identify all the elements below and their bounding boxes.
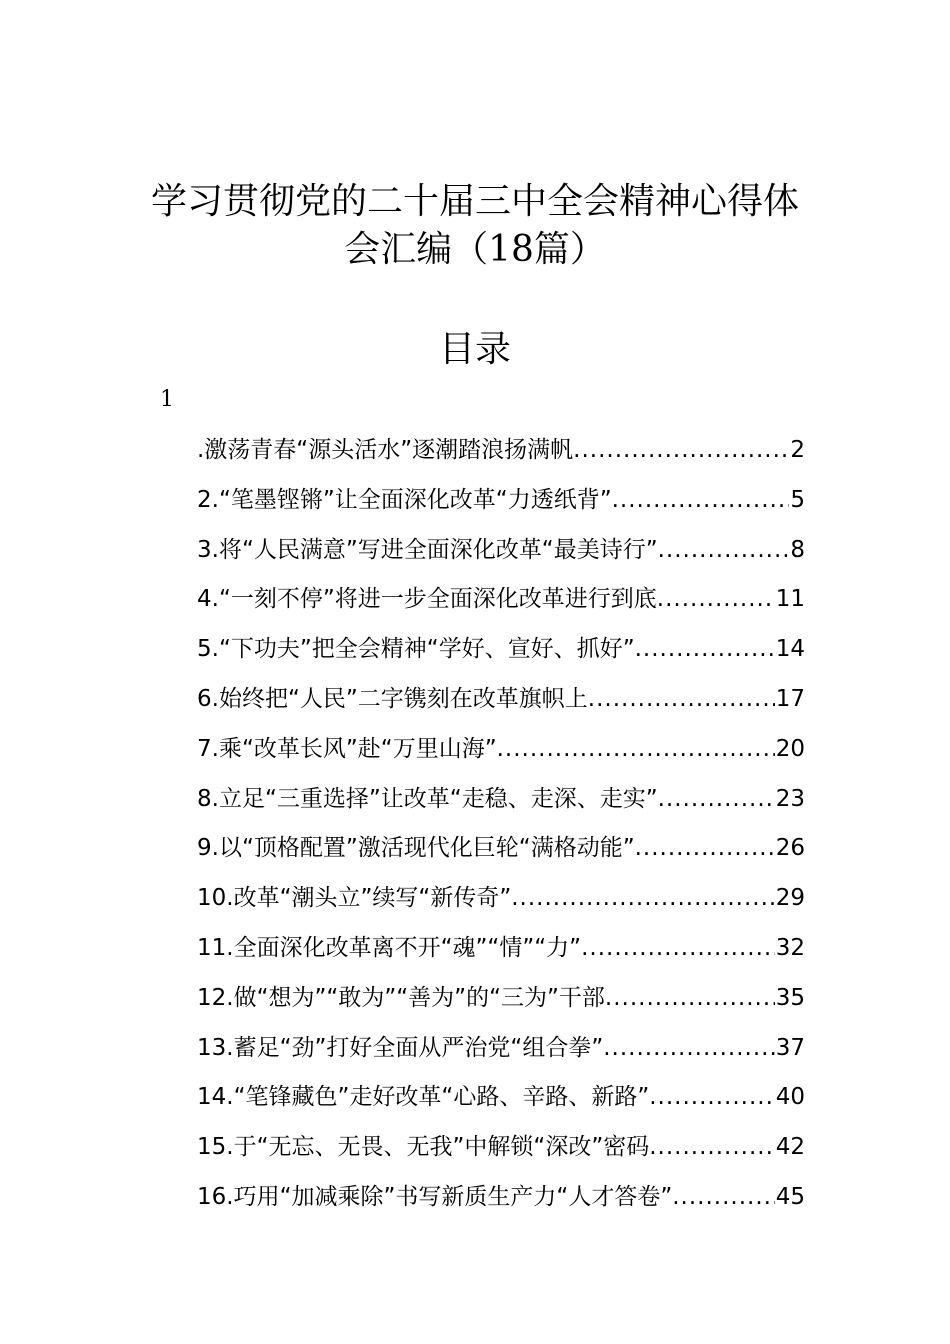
toc-entry-title: 12.做“想为”“敢为”“善为”的“三为”干部 (197, 984, 605, 1011)
toc-entry[interactable] (197, 1026, 805, 1076)
toc-entry-page-number: 2 (790, 437, 805, 463)
toc-leader-dots (649, 1075, 774, 1119)
toc-leader-dots (658, 777, 775, 821)
title-line2-suffix: 篇） (533, 229, 606, 270)
toc-entry-title: 2.“笔墨铿锵”让全面深化改革“力透纸背” (197, 486, 612, 513)
toc-entry[interactable] (197, 428, 805, 478)
toc-entry[interactable] (197, 777, 805, 827)
toc-entry-page-number: 11 (775, 586, 805, 613)
toc-leader-dots (635, 826, 775, 870)
toc-entry-title: 5.“下功夫”把全会精神“学好、宣好、抓好” (197, 636, 635, 663)
document-title-line2 (0, 226, 950, 274)
toc-entry[interactable] (197, 826, 805, 876)
toc-entry[interactable] (197, 528, 805, 578)
toc-entry-title: .激荡青春“源头活水”逐潮踏浪扬满帆 (197, 437, 574, 463)
toc-entry-page-number: 20 (775, 735, 805, 762)
toc-leader-dots (581, 926, 775, 970)
toc-leader-dots (635, 627, 775, 671)
toc-leader-dots (649, 1125, 774, 1169)
toc-leader-dots (605, 976, 775, 1020)
document-title-line1: 学习贯彻党的二十届三中全会精神心得体 (150, 181, 799, 222)
toc-entry-page-number: 26 (775, 835, 805, 862)
toc-entry[interactable] (197, 926, 805, 976)
title-line2-number: 18 (488, 229, 534, 270)
toc-leader-dots (672, 1175, 774, 1219)
toc-entry-title: 6.始终把“人民”二字镌刻在改革旗帜上 (197, 685, 588, 712)
toc-entry[interactable] (197, 1075, 805, 1125)
toc-entry-title: 14.“笔锋藏色”走好改革“心路、辛路、新路” (197, 1084, 650, 1111)
toc-entry-title: 10.改革“潮头立”续写“新传奇” (197, 885, 512, 912)
table-of-contents (197, 428, 805, 1225)
toc-entry-page-number: 32 (775, 934, 805, 961)
toc-heading: 目录 (438, 329, 511, 370)
toc-entry-page-number: 8 (790, 536, 805, 563)
toc-entry-page-number: 37 (775, 1034, 805, 1061)
toc-leader-dots (497, 727, 775, 771)
title-line2-prefix: 会汇编（ (344, 229, 489, 270)
toc-leader-dots (511, 876, 774, 920)
toc-entry[interactable] (197, 727, 805, 777)
toc-entry[interactable] (197, 976, 805, 1026)
toc-entry-page-number: 17 (775, 685, 805, 712)
toc-entry-title: 16.巧用“加减乘除”书写新质生产力“人才答卷” (197, 1183, 673, 1210)
toc-entry[interactable] (197, 478, 805, 528)
toc-entry[interactable] (197, 876, 805, 926)
toc-entry-title: 15.于“无忘、无畏、无我”中解锁“深改”密码 (197, 1134, 650, 1161)
toc-entry-title: 4.“一刻不停”将进一步全面深化改革进行到底 (197, 586, 657, 613)
toc-leader-dots (657, 577, 775, 621)
toc-entry-title: 13.蓄足“劲”打好全面从严治党“组合拳” (197, 1034, 604, 1061)
toc-entry[interactable] (197, 1125, 805, 1175)
toc-entry-page-number: 45 (775, 1183, 805, 1210)
toc-entry-page-number: 14 (775, 636, 805, 663)
toc-leader-dots (612, 478, 790, 522)
toc-leader-dots (658, 528, 790, 572)
toc-entry-page-number: 29 (775, 885, 805, 912)
toc-entry[interactable] (197, 1175, 805, 1225)
toc-entry[interactable] (197, 627, 805, 677)
toc-leader-dots (603, 1026, 774, 1070)
toc-leader-dots (588, 677, 775, 721)
toc-leader-dots (573, 428, 789, 472)
toc-entry-page-number: 35 (775, 984, 805, 1011)
toc-entry[interactable] (197, 677, 805, 727)
toc-entry-title: 7.乘“改革长风”赴“万里山海” (197, 735, 497, 762)
toc-entry-title: 11.全面深化改革离不开“魂”“情”“力” (197, 934, 582, 961)
toc-entry-page-number: 40 (775, 1084, 805, 1111)
toc-entry-page-number: 5 (790, 486, 805, 513)
toc-entry-title: 3.将“人民满意”写进全面深化改革“最美诗行” (197, 536, 658, 563)
toc-entry-page-number: 42 (775, 1134, 805, 1161)
toc-entry-title: 9.以“顶格配置”激活现代化巨轮“满格动能” (197, 835, 635, 862)
toc-entry[interactable] (197, 577, 805, 627)
toc-entry-title: 8.立足“三重选择”让改革“走稳、走深、走实” (197, 785, 658, 812)
page-marker: 1 (160, 387, 174, 412)
toc-entry-page-number: 23 (775, 785, 805, 812)
